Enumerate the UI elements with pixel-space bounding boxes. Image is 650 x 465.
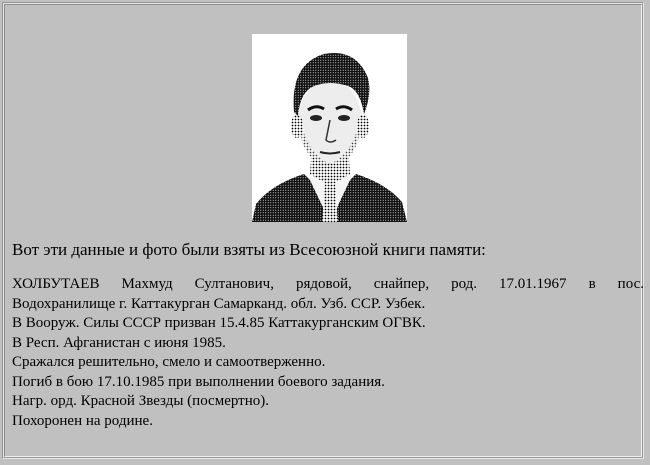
bio-line: В Респ. Афганистан с июня 1985.: [12, 334, 226, 351]
biography: [12, 275, 644, 431]
bio-line: Похоронен на родине.: [12, 412, 153, 429]
bio-line: В Вооруж. Силы СССР призван 15.4.85 Каттакурганским ОГВК.: [12, 315, 426, 331]
bio-line: ХОЛБУТАЕВ Махмуд Султанович, рядовой, снайпер, род. 17.01.1967 в пос.: [12, 276, 644, 292]
portrait-photo: [252, 34, 407, 222]
page-frame: [2, 2, 644, 459]
memorial-text: [12, 239, 644, 431]
intro-text: Вот эти данные и фото были взяты из Всесоюзной книги памяти:: [12, 240, 486, 259]
bio-line: Погиб в бою 17.10.1985 при выполнении боевого задания.: [12, 373, 385, 390]
bio-line: Сражался решительно, смело и самоотверженно.: [12, 354, 326, 370]
bio-line: Водохранилище г. Каттакурган Самарканд. обл. Узб. ССР. Узбек.: [12, 295, 426, 312]
bio-line: Нагр. орд. Красной Звезды (посмертно).: [12, 393, 269, 409]
